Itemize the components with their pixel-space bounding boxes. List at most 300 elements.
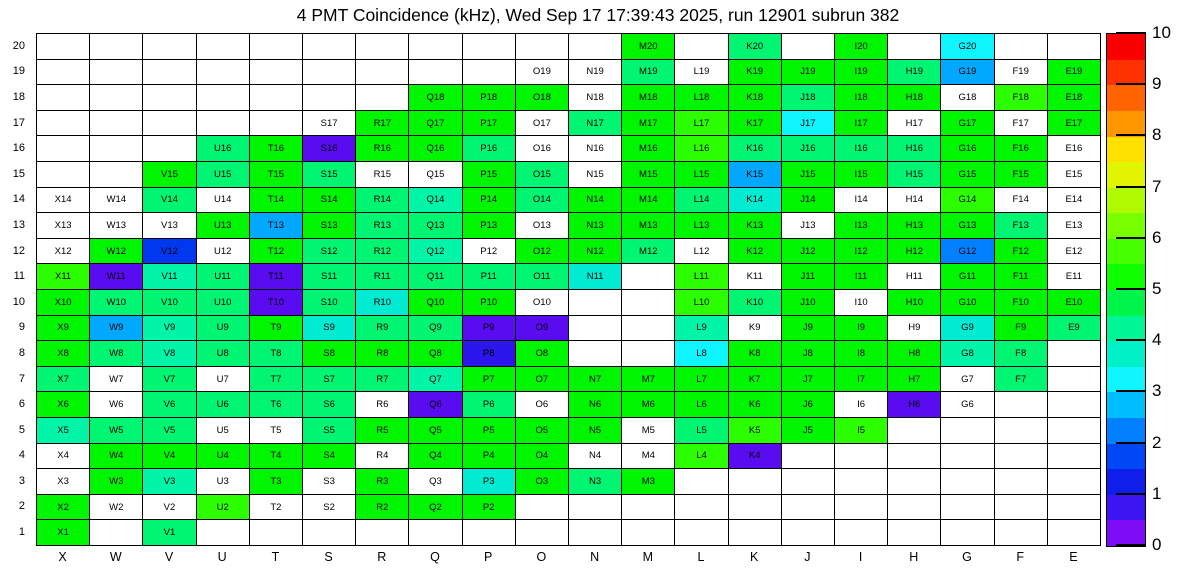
grid-cell: J8 bbox=[782, 341, 835, 367]
grid-cell: P16 bbox=[463, 136, 516, 162]
grid-cell: M16 bbox=[622, 136, 675, 162]
x-axis-tick-label: U bbox=[217, 550, 227, 564]
grid-cell: I17 bbox=[835, 111, 888, 137]
grid-cell: O13 bbox=[516, 213, 569, 239]
grid-cell: Q7 bbox=[409, 367, 462, 393]
grid-cell: F8 bbox=[995, 341, 1048, 367]
grid-cell: W5 bbox=[90, 418, 143, 444]
grid-cell bbox=[356, 60, 409, 86]
grid-cell bbox=[143, 60, 196, 86]
colorbar-segment bbox=[1107, 341, 1145, 367]
grid-cell: U8 bbox=[197, 341, 250, 367]
grid-cell: U2 bbox=[197, 495, 250, 521]
grid-cell: S2 bbox=[303, 495, 356, 521]
grid-cell bbox=[995, 34, 1048, 60]
grid-cell bbox=[516, 34, 569, 60]
grid-cell bbox=[888, 34, 941, 60]
grid-cell bbox=[1048, 495, 1101, 521]
grid-cell: N18 bbox=[569, 85, 622, 111]
grid-cell: N6 bbox=[569, 392, 622, 418]
grid-cell bbox=[516, 495, 569, 521]
grid-cell: U13 bbox=[197, 213, 250, 239]
grid-cell: T3 bbox=[250, 469, 303, 495]
grid-cell: P7 bbox=[463, 367, 516, 393]
grid-cell bbox=[37, 85, 90, 111]
grid-cell: N15 bbox=[569, 162, 622, 188]
grid-cell: G20 bbox=[941, 34, 994, 60]
grid-cell bbox=[888, 444, 941, 470]
grid-cell bbox=[941, 495, 994, 521]
grid-cell: F11 bbox=[995, 264, 1048, 290]
grid-cell: W3 bbox=[90, 469, 143, 495]
grid-cell: E9 bbox=[1048, 316, 1101, 342]
grid-cell: X3 bbox=[37, 469, 90, 495]
grid-cell: W13 bbox=[90, 213, 143, 239]
colorbar-tick-label: 9 bbox=[1152, 74, 1162, 94]
grid-cell bbox=[197, 520, 250, 546]
grid-cell bbox=[995, 495, 1048, 521]
grid-cell: E19 bbox=[1048, 60, 1101, 86]
grid-cell: J19 bbox=[782, 60, 835, 86]
grid-cell bbox=[37, 60, 90, 86]
colorbar-segment bbox=[1107, 239, 1145, 265]
grid-cell: F17 bbox=[995, 111, 1048, 137]
colorbar-segment bbox=[1107, 213, 1145, 239]
grid-cell: J7 bbox=[782, 367, 835, 393]
grid-cell bbox=[1048, 367, 1101, 393]
grid-cell: T4 bbox=[250, 444, 303, 470]
x-axis-tick-label: K bbox=[750, 550, 759, 564]
grid-cell: J5 bbox=[782, 418, 835, 444]
grid-cell: S3 bbox=[303, 469, 356, 495]
grid-cell bbox=[622, 290, 675, 316]
grid-cell: V7 bbox=[143, 367, 196, 393]
grid-cell bbox=[143, 136, 196, 162]
grid-cell: I14 bbox=[835, 188, 888, 214]
grid-cell: P12 bbox=[463, 239, 516, 265]
grid-cell: I9 bbox=[835, 316, 888, 342]
grid-cell: V10 bbox=[143, 290, 196, 316]
x-axis-tick-label: G bbox=[962, 550, 972, 564]
grid-cell: O6 bbox=[516, 392, 569, 418]
grid-cell: U7 bbox=[197, 367, 250, 393]
grid-cell: L13 bbox=[675, 213, 728, 239]
grid-cell: E15 bbox=[1048, 162, 1101, 188]
grid-cell: W14 bbox=[90, 188, 143, 214]
grid-cell bbox=[516, 520, 569, 546]
y-axis-tick-label: 8 bbox=[18, 346, 25, 359]
grid-cell: T2 bbox=[250, 495, 303, 521]
colorbar-tick bbox=[1116, 339, 1146, 341]
grid-cell bbox=[729, 495, 782, 521]
grid-cell: T13 bbox=[250, 213, 303, 239]
x-axis-tick-label: L bbox=[697, 550, 705, 564]
grid-cell: F14 bbox=[995, 188, 1048, 214]
grid-cell: U3 bbox=[197, 469, 250, 495]
grid-cell: N14 bbox=[569, 188, 622, 214]
grid-cell: M5 bbox=[622, 418, 675, 444]
grid-cell: M14 bbox=[622, 188, 675, 214]
grid-cell: S14 bbox=[303, 188, 356, 214]
grid-cell: U14 bbox=[197, 188, 250, 214]
grid-cell bbox=[409, 60, 462, 86]
grid-cell: G13 bbox=[941, 213, 994, 239]
grid-cell: S13 bbox=[303, 213, 356, 239]
grid-cell: V1 bbox=[143, 520, 196, 546]
grid-cell: F9 bbox=[995, 316, 1048, 342]
grid-cell bbox=[569, 34, 622, 60]
grid-cell: P15 bbox=[463, 162, 516, 188]
grid-cell: E13 bbox=[1048, 213, 1101, 239]
grid-cell bbox=[622, 520, 675, 546]
grid-cell: E17 bbox=[1048, 111, 1101, 137]
grid-cell: O18 bbox=[516, 85, 569, 111]
colorbar-segment bbox=[1107, 495, 1145, 521]
grid-cell: G18 bbox=[941, 85, 994, 111]
grid-cell bbox=[37, 111, 90, 137]
grid-cell: T10 bbox=[250, 290, 303, 316]
grid-cell: O17 bbox=[516, 111, 569, 137]
grid-cell: Q12 bbox=[409, 239, 462, 265]
x-axis-tick-label: F bbox=[1016, 550, 1025, 564]
grid-cell: I10 bbox=[835, 290, 888, 316]
y-axis-tick-label: 17 bbox=[12, 116, 25, 129]
grid-cell: H13 bbox=[888, 213, 941, 239]
grid-cell: X7 bbox=[37, 367, 90, 393]
grid-cell bbox=[835, 520, 888, 546]
grid-cell bbox=[888, 520, 941, 546]
grid-cell: V12 bbox=[143, 239, 196, 265]
grid-cell: V15 bbox=[143, 162, 196, 188]
colorbar-tick bbox=[1116, 288, 1146, 290]
grid-cell: G16 bbox=[941, 136, 994, 162]
grid-cell: Q3 bbox=[409, 469, 462, 495]
heatmap-grid bbox=[36, 33, 1101, 546]
grid-cell: M3 bbox=[622, 469, 675, 495]
colorbar-segment bbox=[1107, 188, 1145, 214]
grid-cell: W9 bbox=[90, 316, 143, 342]
grid-cell bbox=[143, 111, 196, 137]
x-axis-tick-label: N bbox=[590, 550, 600, 564]
grid-cell bbox=[729, 469, 782, 495]
grid-cell: X11 bbox=[37, 264, 90, 290]
grid-cell bbox=[409, 520, 462, 546]
x-axis-tick-label: J bbox=[804, 550, 811, 564]
grid-cell: L5 bbox=[675, 418, 728, 444]
grid-cell: J14 bbox=[782, 188, 835, 214]
grid-cell bbox=[569, 495, 622, 521]
x-axis-tick-label: T bbox=[271, 550, 280, 564]
grid-cell: V9 bbox=[143, 316, 196, 342]
grid-cell: R7 bbox=[356, 367, 409, 393]
grid-cell: S11 bbox=[303, 264, 356, 290]
grid-cell: N7 bbox=[569, 367, 622, 393]
y-axis-tick-label: 14 bbox=[12, 193, 25, 206]
colorbar-tick bbox=[1116, 493, 1146, 495]
colorbar-tick bbox=[1116, 32, 1146, 34]
grid-cell: G10 bbox=[941, 290, 994, 316]
grid-cell bbox=[143, 85, 196, 111]
grid-cell: V13 bbox=[143, 213, 196, 239]
grid-cell: L14 bbox=[675, 188, 728, 214]
grid-cell bbox=[1048, 520, 1101, 546]
grid-cell: M13 bbox=[622, 213, 675, 239]
grid-cell bbox=[1048, 34, 1101, 60]
grid-cell: J16 bbox=[782, 136, 835, 162]
grid-cell: O9 bbox=[516, 316, 569, 342]
x-axis-labels bbox=[36, 548, 1100, 566]
grid-cell: U10 bbox=[197, 290, 250, 316]
grid-cell bbox=[463, 520, 516, 546]
y-axis-tick-label: 9 bbox=[18, 321, 25, 334]
grid-cell: J13 bbox=[782, 213, 835, 239]
grid-cell bbox=[622, 495, 675, 521]
grid-cell: L6 bbox=[675, 392, 728, 418]
y-axis-labels bbox=[0, 33, 31, 545]
grid-cell bbox=[888, 495, 941, 521]
y-axis-tick-label: 2 bbox=[18, 500, 25, 513]
grid-cell bbox=[90, 520, 143, 546]
colorbar-tick bbox=[1116, 186, 1146, 188]
colorbar-tick-label: 2 bbox=[1152, 432, 1162, 452]
grid-cell: N19 bbox=[569, 60, 622, 86]
grid-cell bbox=[569, 290, 622, 316]
grid-cell: I18 bbox=[835, 85, 888, 111]
grid-cell bbox=[1048, 341, 1101, 367]
grid-cell: H6 bbox=[888, 392, 941, 418]
grid-cell bbox=[90, 34, 143, 60]
grid-cell: F12 bbox=[995, 239, 1048, 265]
grid-cell: J10 bbox=[782, 290, 835, 316]
grid-cell: G11 bbox=[941, 264, 994, 290]
colorbar-tick bbox=[1116, 390, 1146, 392]
grid-cell: O5 bbox=[516, 418, 569, 444]
grid-cell: N13 bbox=[569, 213, 622, 239]
y-axis-tick-label: 4 bbox=[18, 449, 25, 462]
grid-cell: V14 bbox=[143, 188, 196, 214]
colorbar-tick-label: 3 bbox=[1152, 381, 1162, 401]
grid-cell: G8 bbox=[941, 341, 994, 367]
grid-cell: H7 bbox=[888, 367, 941, 393]
grid-cell: N4 bbox=[569, 444, 622, 470]
y-axis-tick-label: 5 bbox=[18, 423, 25, 436]
x-axis-tick-label: Q bbox=[430, 550, 440, 564]
grid-cell: O8 bbox=[516, 341, 569, 367]
grid-cell: I7 bbox=[835, 367, 888, 393]
grid-cell: R16 bbox=[356, 136, 409, 162]
y-axis-tick-label: 13 bbox=[12, 218, 25, 231]
grid-cell bbox=[1048, 469, 1101, 495]
grid-cell: L16 bbox=[675, 136, 728, 162]
grid-cell bbox=[622, 316, 675, 342]
grid-cell: F15 bbox=[995, 162, 1048, 188]
grid-cell: V2 bbox=[143, 495, 196, 521]
grid-cell: O10 bbox=[516, 290, 569, 316]
grid-cell: G19 bbox=[941, 60, 994, 86]
grid-cell: H9 bbox=[888, 316, 941, 342]
grid-cell: K16 bbox=[729, 136, 782, 162]
grid-cell: Q13 bbox=[409, 213, 462, 239]
grid-cell: H19 bbox=[888, 60, 941, 86]
grid-cell: X6 bbox=[37, 392, 90, 418]
x-axis-tick-label: M bbox=[642, 550, 653, 564]
grid-cell bbox=[782, 520, 835, 546]
grid-cell: E11 bbox=[1048, 264, 1101, 290]
grid-cell bbox=[569, 520, 622, 546]
y-axis-tick-label: 16 bbox=[12, 142, 25, 155]
grid-cell: K14 bbox=[729, 188, 782, 214]
grid-cell: K7 bbox=[729, 367, 782, 393]
grid-cell: X9 bbox=[37, 316, 90, 342]
colorbar-tick-label: 7 bbox=[1152, 176, 1162, 196]
grid-cell bbox=[995, 469, 1048, 495]
grid-cell: P3 bbox=[463, 469, 516, 495]
grid-cell bbox=[463, 60, 516, 86]
grid-cell: R13 bbox=[356, 213, 409, 239]
grid-cell: I15 bbox=[835, 162, 888, 188]
grid-cell: X10 bbox=[37, 290, 90, 316]
grid-cell: H17 bbox=[888, 111, 941, 137]
x-axis-tick-label: S bbox=[324, 550, 333, 564]
grid-cell: S9 bbox=[303, 316, 356, 342]
grid-cell: L15 bbox=[675, 162, 728, 188]
y-axis-tick-label: 1 bbox=[18, 526, 25, 539]
grid-cell: R10 bbox=[356, 290, 409, 316]
grid-cell: L8 bbox=[675, 341, 728, 367]
grid-cell: K12 bbox=[729, 239, 782, 265]
grid-cell bbox=[835, 495, 888, 521]
grid-cell: Q2 bbox=[409, 495, 462, 521]
y-axis-tick-label: 20 bbox=[12, 39, 25, 52]
grid-cell: F19 bbox=[995, 60, 1048, 86]
x-axis-tick-label: O bbox=[536, 550, 547, 564]
grid-cell bbox=[463, 34, 516, 60]
grid-cell: P14 bbox=[463, 188, 516, 214]
grid-cell: P5 bbox=[463, 418, 516, 444]
grid-cell bbox=[941, 469, 994, 495]
grid-cell bbox=[303, 60, 356, 86]
grid-cell bbox=[250, 85, 303, 111]
grid-cell: N3 bbox=[569, 469, 622, 495]
grid-cell bbox=[250, 111, 303, 137]
grid-cell: X4 bbox=[37, 444, 90, 470]
grid-cell bbox=[90, 162, 143, 188]
grid-cell: M17 bbox=[622, 111, 675, 137]
grid-cell: L11 bbox=[675, 264, 728, 290]
colorbar-segment bbox=[1107, 111, 1145, 137]
grid-cell: R6 bbox=[356, 392, 409, 418]
colorbar-tick-label: 10 bbox=[1152, 23, 1171, 42]
grid-cell: W4 bbox=[90, 444, 143, 470]
grid-cell bbox=[303, 85, 356, 111]
x-axis-tick-label: I bbox=[858, 550, 863, 564]
grid-cell: Q11 bbox=[409, 264, 462, 290]
grid-cell: R11 bbox=[356, 264, 409, 290]
grid-cell: G6 bbox=[941, 392, 994, 418]
grid-cell: T7 bbox=[250, 367, 303, 393]
grid-cell: X5 bbox=[37, 418, 90, 444]
grid-cell: L10 bbox=[675, 290, 728, 316]
grid-cell: X1 bbox=[37, 520, 90, 546]
grid-cell: O19 bbox=[516, 60, 569, 86]
grid-cell: S7 bbox=[303, 367, 356, 393]
colorbar-segment bbox=[1107, 34, 1145, 60]
grid-cell: K18 bbox=[729, 85, 782, 111]
grid-cell: H14 bbox=[888, 188, 941, 214]
grid-cell: O11 bbox=[516, 264, 569, 290]
grid-cell bbox=[675, 520, 728, 546]
grid-cell: Q6 bbox=[409, 392, 462, 418]
grid-cell: V4 bbox=[143, 444, 196, 470]
colorbar-segment bbox=[1107, 60, 1145, 86]
grid-cell: T6 bbox=[250, 392, 303, 418]
grid-cell: W8 bbox=[90, 341, 143, 367]
grid-cell bbox=[888, 418, 941, 444]
grid-cell: K5 bbox=[729, 418, 782, 444]
grid-cell: K11 bbox=[729, 264, 782, 290]
grid-cell: H8 bbox=[888, 341, 941, 367]
grid-cell bbox=[782, 444, 835, 470]
grid-cell bbox=[569, 341, 622, 367]
grid-cell bbox=[37, 136, 90, 162]
grid-cell: E10 bbox=[1048, 290, 1101, 316]
y-axis-tick-label: 7 bbox=[18, 372, 25, 385]
grid-cell: G12 bbox=[941, 239, 994, 265]
grid-cell bbox=[250, 34, 303, 60]
grid-cell: J9 bbox=[782, 316, 835, 342]
grid-cell: I13 bbox=[835, 213, 888, 239]
grid-cell: P2 bbox=[463, 495, 516, 521]
grid-cell: N16 bbox=[569, 136, 622, 162]
grid-cell: X13 bbox=[37, 213, 90, 239]
grid-cell: Q15 bbox=[409, 162, 462, 188]
grid-cell bbox=[1048, 392, 1101, 418]
grid-cell bbox=[675, 469, 728, 495]
grid-cell: Q14 bbox=[409, 188, 462, 214]
grid-cell: T14 bbox=[250, 188, 303, 214]
grid-cell bbox=[1048, 418, 1101, 444]
grid-cell bbox=[995, 418, 1048, 444]
grid-cell bbox=[622, 264, 675, 290]
grid-cell bbox=[303, 34, 356, 60]
grid-cell: J17 bbox=[782, 111, 835, 137]
grid-cell: S12 bbox=[303, 239, 356, 265]
grid-cell: L17 bbox=[675, 111, 728, 137]
grid-cell bbox=[782, 34, 835, 60]
grid-cell: I16 bbox=[835, 136, 888, 162]
grid-cell bbox=[995, 392, 1048, 418]
grid-cell: O14 bbox=[516, 188, 569, 214]
grid-cell: P17 bbox=[463, 111, 516, 137]
grid-cell bbox=[675, 34, 728, 60]
grid-cell: K15 bbox=[729, 162, 782, 188]
grid-cell: U9 bbox=[197, 316, 250, 342]
colorbar-segment bbox=[1107, 469, 1145, 495]
grid-cell: T16 bbox=[250, 136, 303, 162]
grid-cell: R17 bbox=[356, 111, 409, 137]
grid-cell bbox=[197, 85, 250, 111]
grid-cell bbox=[622, 341, 675, 367]
grid-cell: V3 bbox=[143, 469, 196, 495]
grid-cell: R12 bbox=[356, 239, 409, 265]
grid-cell: M6 bbox=[622, 392, 675, 418]
grid-cell: L7 bbox=[675, 367, 728, 393]
grid-cell: R14 bbox=[356, 188, 409, 214]
grid-cell bbox=[1048, 444, 1101, 470]
grid-cell: U5 bbox=[197, 418, 250, 444]
colorbar-segment bbox=[1107, 418, 1145, 444]
grid-cell: E16 bbox=[1048, 136, 1101, 162]
